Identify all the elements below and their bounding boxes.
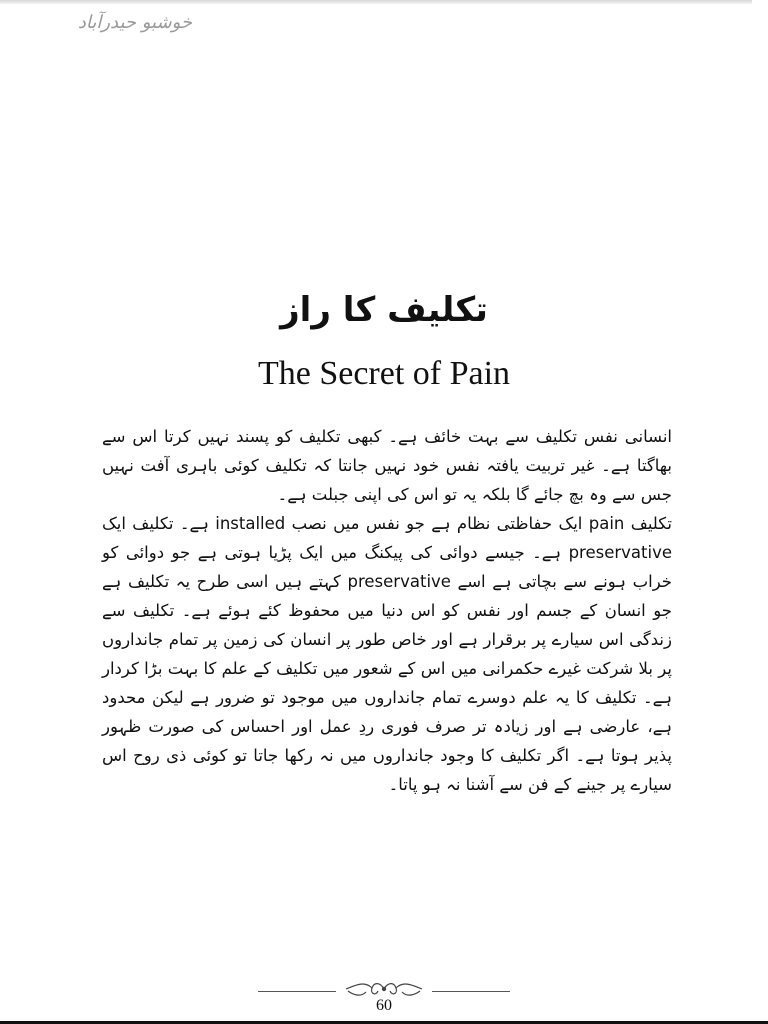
header-logo bbox=[77, 8, 192, 42]
chapter-title-urdu: تکلیف کا راز bbox=[280, 290, 488, 330]
body-text bbox=[102, 422, 672, 799]
header-logo-text: خوشبو حیدرآباد bbox=[77, 12, 192, 33]
top-rule bbox=[0, 0, 752, 4]
paragraph: انسانی نفس تکلیف سے بہت خائف ہے۔ کبھی تکلیف کو پسند نہیں کرتا اس سے بھاگتا ہے۔ غیر تربیت یافتہ نفس خود نہیں جانتا کہ تکلیف کوئی باہری آفت نہیں جس سے وہ بچ جائے گا بلکہ یہ تو اس کی اپنی جبلت ہے۔ bbox=[102, 427, 672, 504]
chapter-title-english: The Secret of Pain bbox=[257, 355, 511, 392]
footer-rule-right bbox=[432, 991, 510, 992]
footer-rule-left bbox=[258, 991, 336, 992]
page-number: 60 bbox=[376, 997, 392, 1014]
paragraph: تکلیف pain ایک حفاظتی نظام ہے جو نفس میں نصب installed ہے۔ تکلیف ایک preservative ہے۔ جیسے دوائی کی پیکنگ میں ایک پڑیا ہوتی ہے جو دوائی کو خراب ہونے سے بچاتی ہے اسے preservative کہتے ہیں اسی طرح یہ تکلیف ہے جو انسان کے جسم اور نفس کو اس دنیا میں محفوظ کئے ہوئے ہے۔ تکلیف سے زندگی اس سیارے پر برقرار ہے اور خاص طور پر انسان کی زمین پر تمام جانداروں پر بلا شرکت غیرے حکمرانی میں اس کے شعور میں تکلیف کے علم کا بہت بڑا کردار ہے۔ تکلیف کا یہ علم دوسرے تمام جانداروں میں موجود تو ضرور ہے لیکن محدود ہے، عارضی ہے اور زیادہ تر صرف فوری ردِ عمل اور احساس کی صورت ظہور پذیر ہوتا ہے۔ اگر تکلیف کا وجود جانداروں میں نہ رکھا جاتا تو کوئی ذی روح اس سیارے پر جینے کے فن سے آشنا نہ ہو پاتا۔ bbox=[102, 514, 672, 794]
